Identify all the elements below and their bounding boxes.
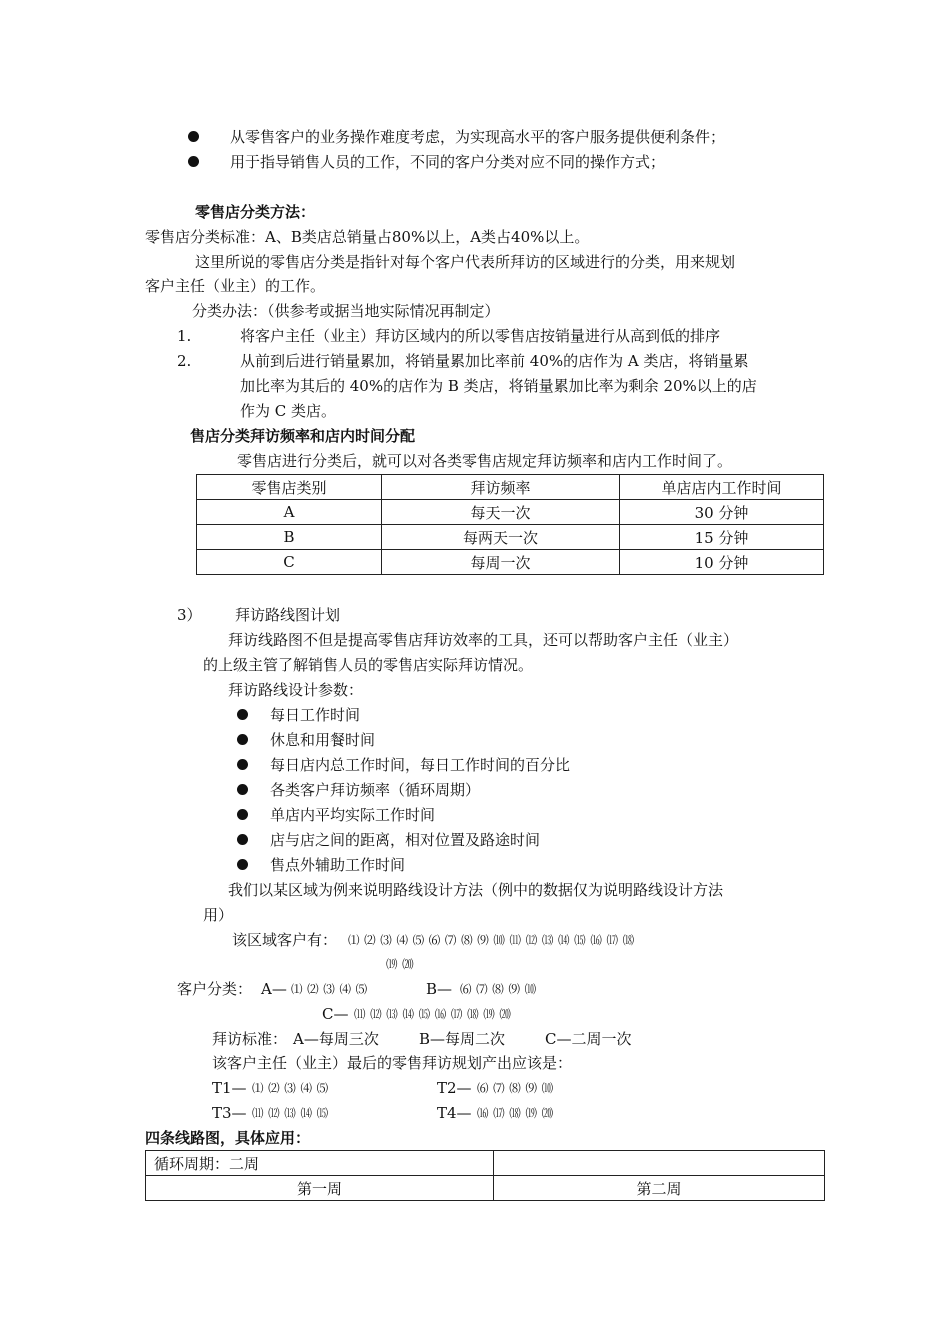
route-desc-line-1: 拜访线路图不但是提高零售店拜访效率的工具，还可以帮助客户主任（业主）	[228, 631, 739, 649]
bullet-icon	[237, 734, 248, 745]
visit-standard-c: C—二周一次	[545, 1030, 632, 1048]
four-routes-heading: 四条线路图，具体应用：	[145, 1129, 311, 1147]
frequency-table	[196, 474, 824, 575]
step-2-line: 作为 C 类店。	[240, 402, 337, 420]
cycle-label-cell: 循环周期：二周	[146, 1151, 494, 1176]
table-cell: 每两天一次	[382, 525, 620, 550]
section-number: 3）	[177, 606, 202, 624]
table-cell: 30 分钟	[620, 500, 824, 525]
route-items: ⒃ ⒄ ⒅ ⒆ ⒇	[477, 1106, 554, 1120]
table-cell	[494, 1151, 825, 1176]
customers-label: 该区域客户有：	[232, 931, 338, 949]
table-cell: B	[197, 525, 382, 550]
step-number: 1.	[177, 327, 192, 345]
table-cell: 每天一次	[382, 500, 620, 525]
visit-standard-a: A—每周三次	[293, 1030, 379, 1048]
table-header-cell: 单店店内工作时间	[620, 475, 824, 500]
class-b-prefix: B—	[426, 980, 453, 998]
param-item: 店与店之间的距离，相对位置及路途时间	[270, 831, 541, 849]
example-line-2: 用）	[203, 906, 234, 924]
visit-standard-b: B—每周二次	[419, 1030, 506, 1048]
step-1-line: 将客户主任（业主）拜访区域内的所以零售店按销量进行从高到低的排序	[240, 327, 721, 345]
table-header-cell: 零售店类别	[197, 475, 382, 500]
description-line-1: 这里所说的零售店分类是指针对每个客户代表所拜访的区域进行的分类，用来规划	[195, 253, 736, 271]
class-b-list: ⑹ ⑺ ⑻ ⑼ ⑽	[460, 982, 537, 996]
bullet-icon	[237, 759, 248, 770]
step-2-line: 从前到后进行销量累加，将销量累加比率前 40%的店作为 A 类店，将销量累	[240, 352, 749, 370]
table-header-cell: 拜访频率	[382, 475, 620, 500]
route-label: T1—	[212, 1079, 247, 1097]
table-cell: 每周一次	[382, 550, 620, 575]
bullet-icon	[237, 784, 248, 795]
param-item: 每日工作时间	[270, 706, 361, 724]
table-header-row	[197, 475, 824, 500]
week-2-cell: 第二周	[494, 1176, 825, 1201]
example-line-1: 我们以某区域为例来说明路线设计方法（例中的数据仅为说明路线设计方法	[228, 881, 724, 899]
table-cell: C	[197, 550, 382, 575]
class-a-list: ⑴ ⑵ ⑶ ⑷ ⑸	[291, 982, 368, 996]
route-items: ⑴ ⑵ ⑶ ⑷ ⑸	[252, 1081, 329, 1095]
bullet-icon	[188, 131, 199, 142]
params-heading: 拜访路线设计参数：	[228, 681, 364, 699]
bullet-icon	[237, 859, 248, 870]
intro-bullet-1: 从零售客户的业务操作难度考虑，为实现高水平的客户服务提供便利条件；	[230, 128, 726, 146]
step-2-line: 加比率为其后的 40%的店作为 B 类店，将销量累加比率为剩余 20%以上的店	[240, 377, 757, 395]
table-row	[197, 525, 824, 550]
param-item: 每日店内总工作时间，每日工作时间的百分比	[270, 756, 571, 774]
route-label: T3—	[212, 1104, 247, 1122]
class-c-list: ⑾ ⑿ ⒀ ⒁ ⒂ ⒃ ⒄ ⒅ ⒆ ⒇	[354, 1007, 512, 1021]
bullet-icon	[237, 709, 248, 720]
param-item: 售点外辅助工作时间	[270, 856, 406, 874]
param-item: 单店内平均实际工作时间	[270, 806, 436, 824]
description-line-2: 客户主任（业主）的工作。	[145, 277, 326, 295]
table-row	[197, 500, 824, 525]
route-items: ⑾ ⑿ ⒀ ⒁ ⒂	[252, 1106, 329, 1120]
route-label: T2—	[437, 1079, 472, 1097]
table-row	[197, 550, 824, 575]
route-desc-line-2: 的上级主管了解销售人员的零售店实际拜访情况。	[203, 656, 534, 674]
bullet-icon	[237, 834, 248, 845]
approach-text: 分类办法：（供参考或据当地实际情况再制定）	[192, 302, 500, 320]
plan-intro: 该客户主任（业主）最后的零售拜访规划产出应该是：	[212, 1054, 573, 1072]
table-row	[146, 1176, 825, 1201]
class-c-prefix: C—	[322, 1005, 349, 1023]
method-heading: 零售店分类方法：	[195, 203, 316, 221]
table-row	[146, 1151, 825, 1176]
section-title: 拜访路线图计划	[235, 606, 341, 624]
week-1-cell: 第一周	[146, 1176, 494, 1201]
cycle-table	[145, 1150, 825, 1201]
step-number: 2.	[177, 352, 192, 370]
table-cell: 15 分钟	[620, 525, 824, 550]
bullet-icon	[188, 156, 199, 167]
param-item: 休息和用餐时间	[270, 731, 376, 749]
customers-list: ⑴ ⑵ ⑶ ⑷ ⑸ ⑹ ⑺ ⑻ ⑼ ⑽ ⑾ ⑿ ⒀ ⒁ ⒂ ⒃ ⒄ ⒅	[348, 933, 635, 947]
intro-bullet-2: 用于指导销售人员的工作，不同的客户分类对应不同的操作方式；	[230, 153, 666, 171]
table-cell: 10 分钟	[620, 550, 824, 575]
frequency-heading: 售店分类拜访频率和店内时间分配	[190, 427, 416, 445]
classification-standard: 零售店分类标准：A、B类店总销量占80%以上，A类占40%以上。	[145, 228, 590, 246]
frequency-intro: 零售店进行分类后，就可以对各类零售店规定拜访频率和店内工作时间了。	[237, 452, 733, 470]
class-a-prefix: A—	[261, 980, 287, 998]
route-label: T4—	[437, 1104, 472, 1122]
visit-standard-label: 拜访标准：	[212, 1030, 288, 1048]
table-cell: A	[197, 500, 382, 525]
param-item: 各类客户拜访频率（循环周期）	[270, 781, 481, 799]
bullet-icon	[237, 809, 248, 820]
customers-list-cont: ⒆ ⒇	[386, 957, 415, 971]
route-items: ⑹ ⑺ ⑻ ⑼ ⑽	[477, 1081, 554, 1095]
classification-label: 客户分类：	[177, 980, 253, 998]
